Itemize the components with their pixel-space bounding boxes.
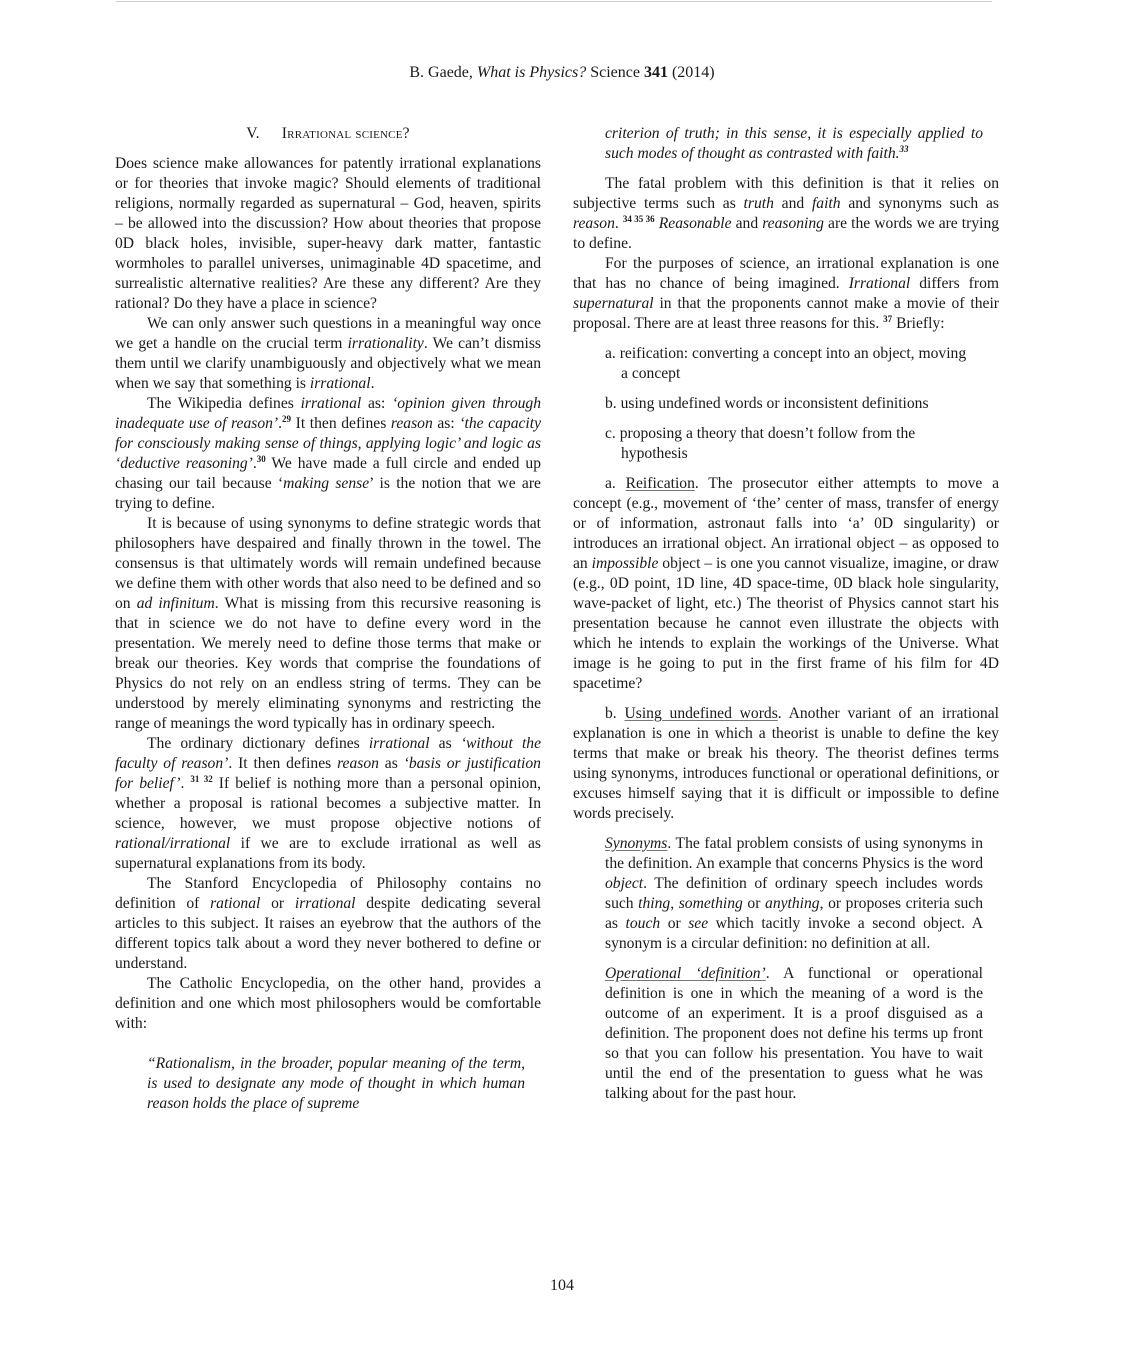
- header-journal: Science: [586, 64, 644, 81]
- paragraph-undefined-words: b. Using undefined words. Another variant of an irrational explanation is one in which a theorist is unable to define the key terms that make or break his theory. The theorist defines terms using synonyms, introduces functional or operational definitions, or excuses himself saying that it is difficult or impossible to define words precisely.: [573, 705, 999, 822]
- header-year: (2014): [667, 64, 715, 81]
- footnote-ref: 30: [256, 454, 266, 464]
- block-quote-continued: criterion of truth; in this sense, it is especially applied to such modes of thought as contrasted with faith.$^{33}$: [605, 125, 983, 162]
- section-heading: [115, 124, 541, 144]
- paragraph-stanford: The Stanford Encyclopedia of Philosophy contains no definition of rational or irrational despite dedicating several articles to this subject. It raises an eyebrow that the authors of the different topics talk about a word they never bothered to define or understand.: [115, 875, 542, 972]
- left-column: [115, 124, 541, 1114]
- list-item: b. using undefined words or inconsistent definitions: [605, 395, 929, 412]
- header-volume: 341: [643, 64, 668, 81]
- header-author: B. Gaede,: [409, 64, 477, 81]
- subparagraph-synonyms: Synonyms. The fatal problem consists of using synonyms in the definition. An example that concerns Physics is the word object. The definition of ordinary speech includes words such thing, something or anything, or proposes criteria such as touch or see which tacitly invoke a second object. A synonym is a circular definition: no definition at all.: [605, 835, 984, 952]
- reasons-list: [605, 344, 969, 464]
- subheading-operational: Operational ‘definition’: [605, 965, 766, 982]
- subheading-synonyms: Synonyms: [605, 835, 668, 852]
- paragraph-intro: Does science make allowances for patently irrational explanations or for theories that invoke magic? Should elements of traditional religions, normally regarded as supernatural – God, heaven, spirits – be allowed into the discussion? How about theories that propose 0D black holes, invisible, super-heavy dark matter, fantastic wormholes to parallel universes, unimaginable 4D spacetime, and surrealistic alternative realities? Are these any different? Are they rational? Do they have a place in science?: [115, 155, 541, 312]
- paragraph-reification: a. Reification. The prosecutor either attempts to move a concept (e.g., movement of ‘the’ center of mass, transfer of energy or of information, astronaut falls into ‘a’ 0D singularity) or introduces an irrational object. An irrational object – as opposed to an impossible object – is one you cannot visualize, imagine, or draw (e.g., 0D point, 1D line, 4D space-time, 0D black hole singularity, wave-packet of light, etc.) The theorist of Physics cannot start his presentation because he cannot even illustrate the objects with which he intends to explain the workings of the Universe. What image is he going to put in the first frame of his film for 4D spacetime?: [573, 475, 999, 692]
- footnote-ref: 31 32: [190, 774, 213, 784]
- paragraph-dictionary: The ordinary dictionary defines irrational as ‘without the faculty of reason’. It then defines reason as ‘basis or justification for belief’. $^{31 32}$ If belief is nothing more than a personal opinion, whether a proposal is rational becomes a subjective matter. In science, however, we must propose objective notions of rational/irrational if we are to exclude irrational as well as supernatural explanations from its body.: [115, 735, 542, 872]
- top-rule: [116, 1, 992, 2]
- footnote-ref: 37: [883, 314, 893, 324]
- paragraph-irrationality: We can only answer such questions in a meaningful way once we get a handle on the crucial term irrationality. We can’t dismiss them until we clarify unambiguously and objectively what we mean when we say that something is irrational.: [115, 315, 541, 392]
- subheading-undefined-words: Using undefined words: [624, 705, 778, 722]
- paragraph-catholic: The Catholic Encyclopedia, on the other hand, provides a definition and one which most philosophers would be comfortable with:: [115, 975, 541, 1032]
- footnote-ref: 29: [282, 414, 292, 424]
- paragraph-purposes: For the purposes of science, an irrational explanation is one that has no chance of being imagined. Irrational differs from supernatural in that the proponents cannot make a movie of their proposal. There are at least three reasons for this. $^{37}$ Briefly:: [573, 255, 999, 332]
- footnote-ref: 34 35 36: [622, 214, 655, 224]
- page-number: 104: [550, 1277, 574, 1294]
- section-number: V.: [246, 125, 260, 142]
- right-column: [573, 124, 999, 1114]
- paragraph-wikipedia: The Wikipedia defines irrational as: ‘opinion given through inadequate use of reason’.$^{29}$ It then defines reason as: ‘the capacity for consciously making sense of things, applying logic’ and logic as ‘deductive reasoning’.$^{30}$ We have made a full circle and ended up chasing our tail because ‘making sense’ is the notion that we are trying to define.: [115, 395, 542, 512]
- footnote-ref: 33: [899, 144, 909, 154]
- section-title: Irrational science?: [281, 125, 410, 142]
- header-title: What is Physics?: [476, 64, 587, 81]
- block-quote: “Rationalism, in the broader, popular meaning of the term, is used to designate any mode of thought in which human reason holds the place of supreme: [147, 1055, 525, 1112]
- subparagraph-operational: Operational ‘definition’. A functional or operational definition is one in which the meaning of a word is the outcome of an experiment. It is a proof disguised as a definition. The proponent does not define his terms up front so that you can follow his presentation. You have to wait until the end of the presentation to guess what he was talking about for the past hour.: [605, 965, 983, 1102]
- list-item: c. proposing a theory that doesn’t follow from the hypothesis: [605, 425, 916, 462]
- list-item: a. reification: converting a concept into an object, moving a concept: [605, 345, 967, 382]
- subheading-reification: Reification: [625, 475, 695, 492]
- running-header: [0, 64, 1124, 82]
- paragraph-synonyms: It is because of using synonyms to define strategic words that philosophers have despaired and finally thrown in the towel. The consensus is that ultimately words will remain undefined because we define them with other words that also need to be defined and so on ad infinitum. What is missing from this recursive reasoning is that in science we do not have to define every word in the presentation. We merely need to define those terms that make or break our theories. Key words that comprise the foundations of Physics do not rely on an endless string of terms. They can be understood by merely eliminating synonyms and restricting the range of meanings the word typically has in ordinary speech.: [115, 515, 541, 732]
- paragraph-fatal-problem: The fatal problem with this definition is that it relies on subjective terms such as truth and faith and synonyms such as reason. $^{34 35 36}$ Reasonable and reasoning are the words we are trying to define.: [573, 175, 1000, 252]
